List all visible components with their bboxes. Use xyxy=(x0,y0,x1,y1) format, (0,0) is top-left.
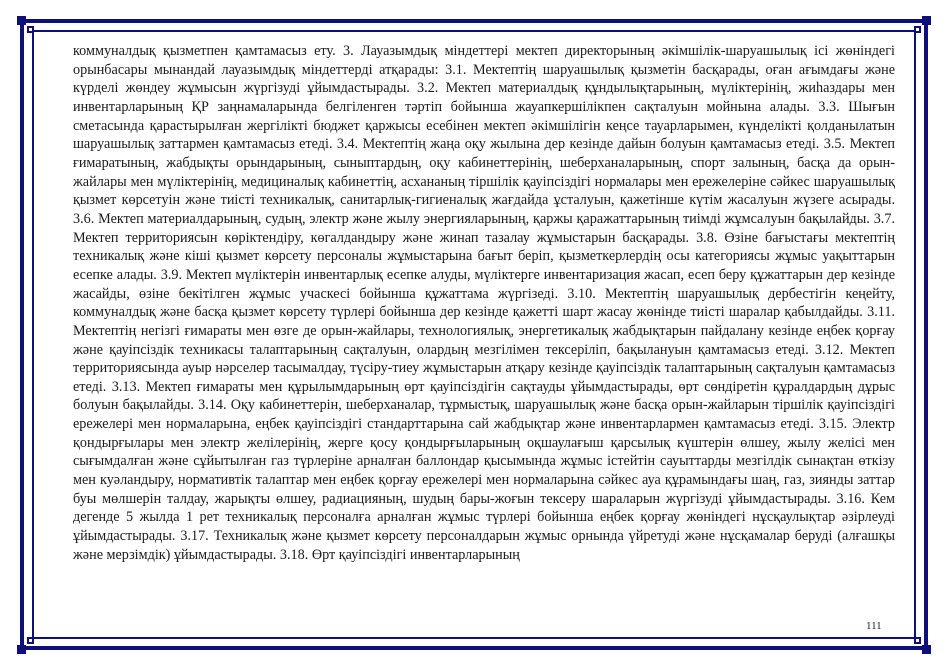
corner-ornament-bottom-right xyxy=(922,645,931,654)
page-number: 111 xyxy=(866,620,882,632)
document-body xyxy=(73,42,895,564)
corner-square-top-left xyxy=(27,26,34,33)
body-paragraph: коммуналдық қызметпен қамтамасыз ету. 3. Лауазымдық міндеттері мектеп директорының әкімшілік-шаруашылық ісі жөніндегі орынбасары мынандай лауазымдық міндеттерді атқарады: 3.1. Мектептің шаруашылық қызметін басқарады, оған ағымдағы және күрделі жөндеу жұмысын жүргізуді ұйымдастырады. 3.2. Мектеп материалдық құндылықтарының, мүліктерінің, жиһаздары мен инвентарларының ҚР заңнамаларында белгіленген тәртіп бойынша жауапкершілікпен сақталуын мойнына алады. 3.3. Шығын сметасында қарастырылған жергілікті бюджет қаржысы есебінен мектеп әкімшілігін кеңсе тауарларымен, күнделікті қолданылатын шаруашылық заттармен қамтамасыз етеді. 3.4. Мектептің жаңа оқу жылына дер кезінде дайын болуын қамтамасыз етеді. 3.5. Мектеп ғимаратының, жабдықты орындарының, сыныптардың, оқу кабинеттерінің, шеберханаларының, спорт залының, басқа да орын-жайлары мен мүліктерінің, медициналық кабинеттің, асхананың тіршілік қауіпсіздігі нормалары мен ережелеріне сәйкес шаруашылық қызмет көрсетуін және тиісті техникалық, санитарлық-гигиеналық жағдайда ұсталуын, қажетінше күтім жасалуын жүзеге асырады. 3.6. Мектеп материалдарының, судың, электр және жылу энергияларының, қаржы қаражаттарының тиімді жұмсалуын бақылайды. 3.7. Мектеп территориясын көріктендіру, көгалдандыру және жинап тазалау жұмыстарын басқарады. 3.8. Өзіне бағыстағы мектептің техникалық және кіші қызмет көрсету персоналы жұмыстарына бағыт беріп, қызметкерлердің осы категориясы жұмыс уақыттарын есепке алады. 3.9. Мектеп мүліктерін инвентарлық есепке алуды, мүліктерге инвентаризация жасап, есеп беру құжаттарын дер кезінде жасайды, өзіне бекітілген жұмыс учаскесі бойынша құжаттама жүргізеді. 3.10. Мектептің шаруашылық дербестігін кеңейту, коммуналдық және басқа қызмет көрсету түрлері бойынша дер кезінде қажетті шарт жасау жөнінде тиісті шаралар қабылдайды. 3.11. Мектептің негізгі ғимараты мен өзге де орын-жайлары, технологиялық, энергетикалық жабдықтарын пайдалану кезінде еңбек қорғау және қауіпсіздік техникасы талаптарының сақталуын, олардың мезгілімен тексеріліп, бақылануын қамтамасыз етеді. 3.12. Мектеп территориясында ауыр нәрселер тасымалдау, түсіру-тиеу жұмыстарын атқару кезінде қауіпсіздік талаптарының сақталуын қамтамасыз етеді. 3.13. Мектеп ғимараты мен құрылымдарының өрт қауіпсіздігін сақтауды ұйымдастырады, өрт сөндіретін құралдардың дұрыс болуын бақылайды. 3.14. Оқу кабинеттерін, шеберханалар, тұрмыстық, шаруашылық және басқа орын-жайларын тіршілік қауіпсіздігі ережелері мен нормаларына, еңбек қауіпсіздігі стандарттарына сай жабдықтар және инвентарлармен қамтамасыз етеді. 3.15. Электр қондырғылары мен электр желілерінің, жерге қосу қондырғыларының оқшаулағыш қарсылық күштерін өлшеу, жылу желісі мен сығымдалған және сұйытылған газ түрлеріне арналған баллондар қысымында жұмыс істейтін сауыттарды мезгілдік сынақтан өткізу мен куәландыру, нормативтік талаптар мен еңбек қорғау ережелері мен нормаларына сәйкес ауа құрамындағы шаң, газ, зиянды заттар буы мөлшерін талдау, жарықты өлшеу, радиацияның, шудың бары-жоғын тексеру шараларын жүргізуді ұйымдастырады. 3.16. Кем дегенде 5 жылда 1 рет техникалық персоналға арналған жұмыс түрлері бойынша еңбек қорғау жөніндегі нұсқаулықтар әзірлеуді ұйымдастырады. 3.17. Техникалық және қызмет көрсету персоналдарын жұмыс орнында үйретуді және нұсқамалар беруді (алғашқы және мерзімдік) ұйымдастырады. 3.18. Өрт қауіпсіздігі инвентарларының xyxy=(73,43,895,563)
corner-ornament-top-right xyxy=(922,16,931,25)
corner-square-bottom-left xyxy=(27,637,34,644)
corner-ornament-top-left xyxy=(17,16,26,25)
corner-ornament-bottom-left xyxy=(17,645,26,654)
corner-square-top-right xyxy=(914,26,921,33)
corner-square-bottom-right xyxy=(914,637,921,644)
